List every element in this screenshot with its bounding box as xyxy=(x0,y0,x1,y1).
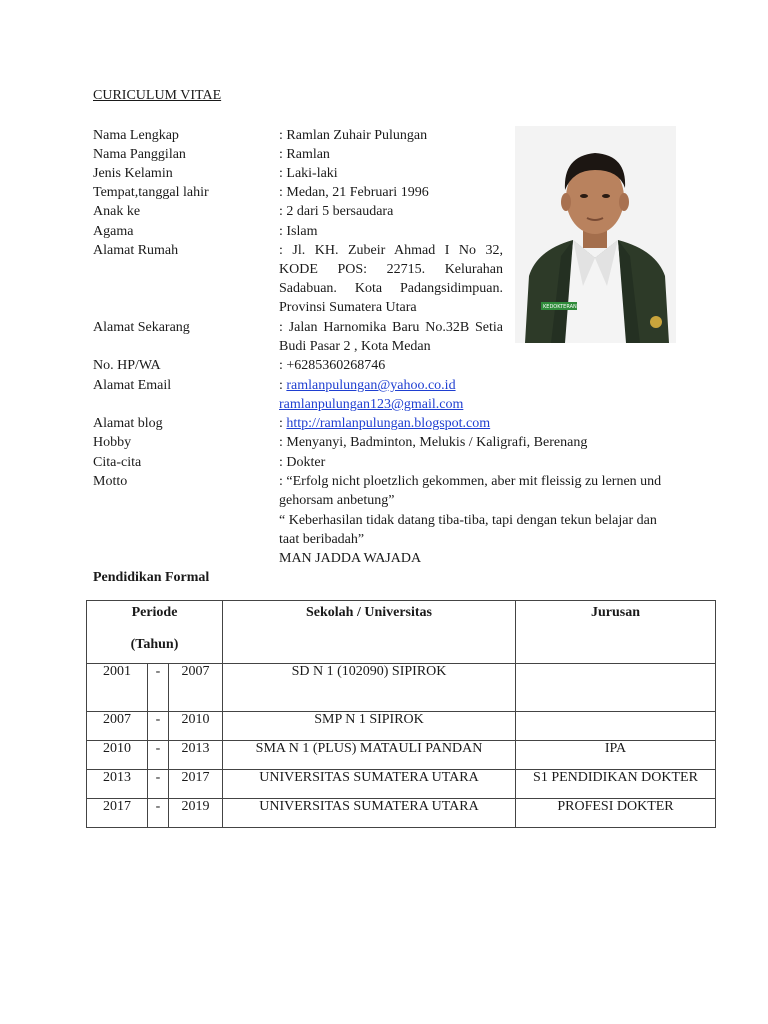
cell-to: 2017 xyxy=(169,770,223,799)
value-motto-3: MAN JADDA WAJADA xyxy=(279,551,422,566)
table-header-row xyxy=(87,601,716,664)
cell-school: SD N 1 (102090) SIPIROK xyxy=(223,664,516,712)
table-row xyxy=(87,770,716,799)
cell-sep: - xyxy=(148,712,169,741)
label-alamat-blog: Alamat blog xyxy=(93,416,163,431)
value-alamat-email xyxy=(279,376,456,395)
value-alamat-email-2 xyxy=(279,395,463,414)
cell-to: 2007 xyxy=(169,664,223,712)
value-no-hp: : +6285360268746 xyxy=(279,358,386,373)
cell-sep: - xyxy=(148,799,169,828)
header-jurusan: Jurusan xyxy=(516,601,716,664)
cell-from: 2007 xyxy=(87,712,148,741)
table-row xyxy=(87,664,716,712)
value-cita-cita: : Dokter xyxy=(279,455,326,470)
education-heading: Pendidikan Formal xyxy=(93,570,210,585)
blog-prefix: : xyxy=(279,416,287,431)
cell-sep: - xyxy=(148,664,169,712)
profile-photo xyxy=(515,126,676,343)
cell-school: SMP N 1 SIPIROK xyxy=(223,712,516,741)
badge-text: KEDOKTERAN xyxy=(543,304,577,310)
cell-school: UNIVERSITAS SUMATERA UTARA xyxy=(223,799,516,828)
cell-major: S1 PENDIDIKAN DOKTER xyxy=(516,770,716,799)
email-link-gmail[interactable]: ramlanpulungan123@gmail.com xyxy=(279,397,464,412)
label-alamat-rumah: Alamat Rumah xyxy=(93,243,179,258)
value-alamat-rumah: : Jl. KH. Zubeir Ahmad I No 32, KODE POS: 22715. Kelurahan Sadabuan. Kota Padangsidimpuan. Provinsi Sumatera Utara xyxy=(279,243,503,315)
table-row xyxy=(87,799,716,828)
email-prefix: : xyxy=(279,378,287,393)
cell-to: 2013 xyxy=(169,741,223,770)
value-alamat-sekarang: : Jalan Harnomika Baru No.32B Setia Budi Pasar 2 , Kota Medan xyxy=(279,320,503,354)
email-link-yahoo[interactable]: ramlanpulungan@yahoo.co.id xyxy=(286,378,456,393)
header-sekolah: Sekolah / Universitas xyxy=(223,601,516,664)
header-tahun-label: (Tahun) xyxy=(130,637,179,652)
cell-from: 2013 xyxy=(87,770,148,799)
label-nama-lengkap: Nama Lengkap xyxy=(93,128,179,143)
header-periode-label: Periode xyxy=(131,605,178,620)
label-hobby: Hobby xyxy=(93,435,132,450)
value-tempat-tanggal-lahir: : Medan, 21 Februari 1996 xyxy=(279,185,429,200)
cell-school: UNIVERSITAS SUMATERA UTARA xyxy=(223,770,516,799)
education-table xyxy=(86,600,716,828)
label-no-hp: No. HP/WA xyxy=(93,358,161,373)
table-row xyxy=(87,712,716,741)
value-agama: : Islam xyxy=(279,224,318,239)
cell-sep: - xyxy=(148,770,169,799)
label-nama-panggilan: Nama Panggilan xyxy=(93,147,186,162)
label-anak-ke: Anak ke xyxy=(93,204,141,219)
label-agama: Agama xyxy=(93,224,134,239)
value-anak-ke: : 2 dari 5 bersaudara xyxy=(279,204,394,219)
value-jenis-kelamin: : Laki-laki xyxy=(279,166,338,181)
label-jenis-kelamin: Jenis Kelamin xyxy=(93,166,173,181)
label-alamat-sekarang: Alamat Sekarang xyxy=(93,320,190,335)
value-hobby: : Menyanyi, Badminton, Melukis / Kaligrafi, Berenang xyxy=(279,435,588,450)
cell-to: 2019 xyxy=(169,799,223,828)
label-cita-cita: Cita-cita xyxy=(93,455,142,470)
cell-major: IPA xyxy=(516,741,716,770)
cell-sep: - xyxy=(148,741,169,770)
cell-to: 2010 xyxy=(169,712,223,741)
label-alamat-email: Alamat Email xyxy=(93,378,172,393)
page-title: CURICULUM VITAE xyxy=(93,88,222,103)
cell-from: 2001 xyxy=(87,664,148,712)
header-periode xyxy=(87,601,223,664)
value-motto-1: : “Erfolg nicht ploetzlich gekommen, aber mit fleissig zu lernen und gehorsam anbetung” xyxy=(279,474,662,508)
value-nama-lengkap: : Ramlan Zuhair Pulungan xyxy=(279,128,428,143)
blog-link[interactable]: http://ramlanpulungan.blogspot.com xyxy=(286,416,491,431)
cell-major xyxy=(516,664,716,712)
value-alamat-blog xyxy=(279,414,490,433)
table-row xyxy=(87,741,716,770)
cell-school: SMA N 1 (PLUS) MATAULI PANDAN xyxy=(223,741,516,770)
label-tempat-tanggal-lahir: Tempat,tanggal lahir xyxy=(93,185,209,200)
cell-major xyxy=(516,712,716,741)
label-motto: Motto xyxy=(93,474,128,489)
cell-from: 2010 xyxy=(87,741,148,770)
value-nama-panggilan: : Ramlan xyxy=(279,147,330,162)
profile-photo-svg xyxy=(515,126,676,343)
cell-from: 2017 xyxy=(87,799,148,828)
value-motto-2: “ Keberhasilan tidak datang tiba-tiba, tapi dengan tekun belajar dan taat beribadah” xyxy=(279,513,657,547)
cell-major: PROFESI DOKTER xyxy=(516,799,716,828)
